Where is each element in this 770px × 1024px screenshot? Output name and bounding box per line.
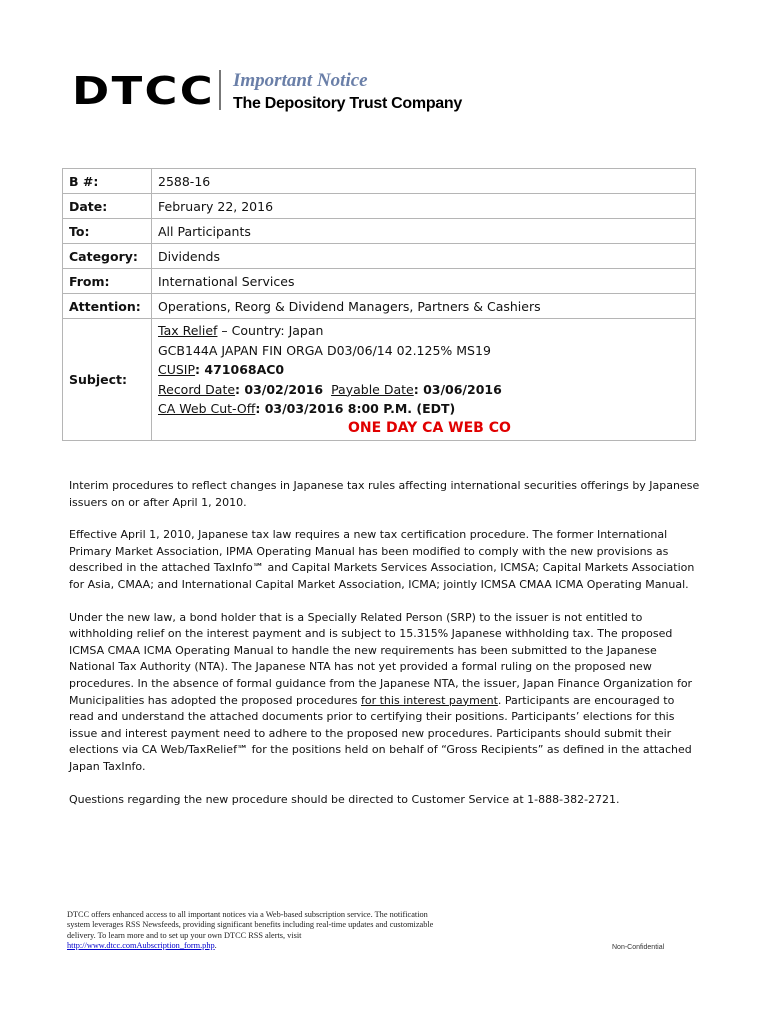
attention-value: Operations, Reorg & Dividend Managers, Partners & Cashiers [152,294,696,319]
category-label: Category: [63,244,152,269]
footer-end: . [214,941,217,951]
body-paragraph-3 [69,610,701,776]
subject-label: Subject: [63,319,152,441]
from-label: From: [63,269,152,294]
security-description: GCB144A JAPAN FIN ORGA D03/06/14 02.125% MS19 [158,342,491,358]
cutoff-label: CA Web Cut-Off [158,401,256,416]
subject-line-tax-relief [158,321,689,341]
to-row [63,219,696,244]
bnum-row [63,169,696,194]
notice-metadata-table [62,168,696,441]
logo-divider [219,70,221,110]
category-row [63,244,696,269]
payable-date-value: : 03/06/2016 [413,381,502,397]
category-value: Dividends [152,244,696,269]
attention-row [63,294,696,319]
date-row [63,194,696,219]
notice-title: Important Notice [233,70,368,91]
subject-value [152,319,696,441]
date-label: Date: [63,194,152,219]
company-name: The Depository Trust Company [233,95,462,112]
interest-payment-link: for this interest payment [361,693,498,707]
dtcc-logo: DTCC [72,69,216,113]
payable-date-label: Payable Date [331,381,414,397]
record-date-label: Record Date [158,381,236,397]
cutoff-value: : 03/03/2016 8:00 P.M. (EDT) [255,401,456,416]
body-paragraph-2: Effective April 1, 2010, Japanese tax law requires a new tax certification procedure. The former International Primary Market Association, IPMA Operating Manual has been modified to comply with the new provisions as described in the attached TaxInfo℠ and Capital Markets Services Association, ICMSA; Capital Markets Association for Asia, CMAA; and International Capital Market Association, ICMA; jointly ICMSA CMAA ICMA Operating Manual. [69,528,695,591]
body-paragraph-4: Questions regarding the new procedure should be directed to Customer Service at 1-888-382-2721. [69,792,620,806]
subject-line-dates [158,380,689,400]
body-paragraph-1: Interim procedures to reflect changes in Japanese tax rules affecting international securities offerings by Japanese issuers on or after April 1, 2010. [69,479,700,509]
subject-row [63,319,696,441]
subject-line-cusip [158,360,689,380]
body-paragraph-3-part-b: . Participants are encouraged to read and understand the attached documents prior to certifying their positions. Participants’ elections for this issue and interest payment need to adhere to the proposed new procedures. Participants should submit their elections via CA Web/TaxRelief℠ for the positions held on behalf of “Gross Recipients” as defined in the attached Japan TaxInfo. [69,693,692,773]
attention-label: Attention: [63,294,152,319]
confidentiality-label: Non-Confidential [612,944,665,951]
body-paragraph-3-part-a: Under the new law, a bond holder that is a Specially Related Person (SRP) to the issuer is not entitled to withholding relief on the interest payment and is subject to 15.315% Japanese withholding tax. The proposed ICMSA CMAA ICMA Operating Manual to handle the new requirements has been submitted to the Japanese National Tax Authority (NTA). The Japanese NTA has not yet provided a formal ruling on the proposed new procedures. In the absence of formal guidance from the Japanese NTA, the issuer, Japan Finance Organization for Municipalities has adopted the proposed procedures [69,610,693,707]
to-label: To: [63,219,152,244]
cusip-label: CUSIP [158,362,196,377]
to-value: All Participants [152,219,696,244]
subscription-link[interactable]: http://www.dtcc.comAubscription_form.php [67,941,215,951]
footer-note [67,910,447,952]
record-date-value: : 03/02/2016 [235,381,324,397]
cusip-value: : 471068AC0 [195,362,285,377]
from-row [63,269,696,294]
footer-text: DTCC offers enhanced access to all important notices via a Web-based subscription service. The notification system leverages RSS Newsfeeds, providing significant benefits including real-time updates and customizable delivery. To learn more and to set up your own DTCC RSS alerts, visit [67,910,434,940]
notice-body [69,478,701,824]
bnum-label: B #: [63,169,152,194]
date-value: February 22, 2016 [152,194,696,219]
tax-relief-link: Tax Relief [158,323,218,338]
ca-web-alert: ONE DAY CA WEB CO [348,419,511,436]
bnum-value: 2588-16 [152,169,696,194]
country-text: – Country: Japan [217,323,324,338]
subject-line-cutoff [158,399,689,419]
from-value: International Services [152,269,696,294]
